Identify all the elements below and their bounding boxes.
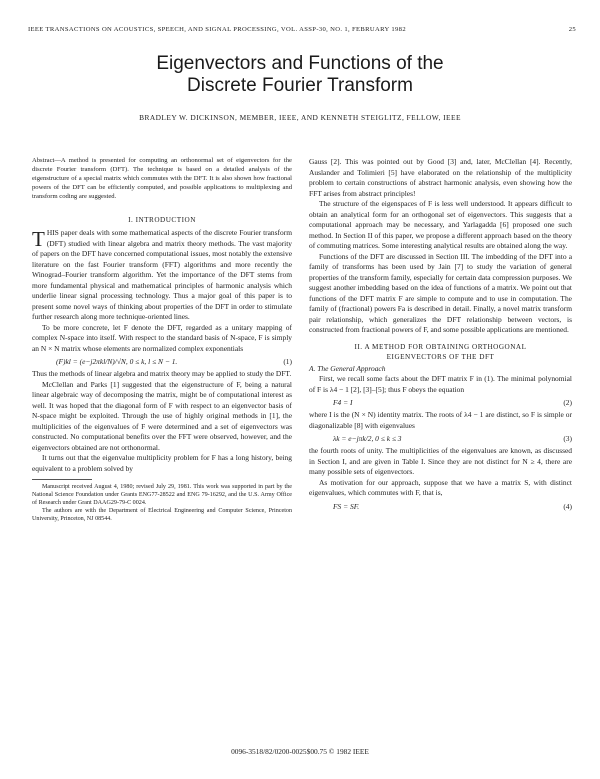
- intro-paragraph-5: It turns out that the eigenvalue multiplicity problem for F has a long history, being equivalent to a problem solved by: [32, 453, 292, 473]
- right-paragraph-7: As motivation for our approach, suppose that we have a matrix S, with distinct eigenvalues, which commutes with F, that is,: [309, 477, 572, 497]
- equation-3: [309, 431, 572, 446]
- equation-1-formula: (F)kl = (e−j2πkl/N)/√N, 0 ≤ k, l ≤ N − 1.: [56, 357, 178, 367]
- equation-1: [32, 354, 292, 369]
- subsection-a-heading: A. The General Approach: [309, 363, 386, 373]
- equation-1-number: (1): [283, 357, 292, 367]
- paper-title-line-2: Discrete Fourier Transform: [187, 75, 413, 96]
- right-paragraph-1: Gauss [2]. This was pointed out by Good [3] and, later, McClellan [4]. Recently, Auslander and Tolimieri [5] have elaborated on the relationship of the multiplicity problem to certain constructions of abstract harmonic analysis, even showing how the FFT arises from abstract principles!: [309, 157, 572, 198]
- equation-3-formula: λk = e−jπk/2, 0 ≤ k ≤ 3: [333, 434, 402, 443]
- intro-paragraph-1: THIS paper deals with some mathematical aspects of the discrete Fourier transform (DFT) studied with linear algebra and matrix theory methods. The vast majority of papers on the DFT have concerned computational issues, most notably the extensive literature on the fast Fourier transform (FFT) algorithms and more recently the Winograd–Fourier transform algorithm. Yet the importance of the DFT stems from more fundamental physical and mathematical principles of harmonic analysis which underlie linear signal processing technology. Thus a major goal of this paper is to present some novel ways of thinking about properties of the DFT in order to stimulate further research along more technique-oriented lines.: [32, 227, 292, 322]
- footnote-manuscript: Manuscript received August 4, 1980; revised July 29, 1981. This work was supported in part by the National Science Foundation under Grants ENG77-28522 and ENG 79-16292, and the U.S. Army Office of Research under Grant DAAG29-79-C 0024.: [32, 484, 292, 507]
- abstract: Abstract—A method is presented for computing an orthonormal set of eigenvectors for the discrete Fourier transform (DFT). The technique is based on a detailed analysis of the eigenstructure of a special matrix which commutes with the DFT. It is also shown how fractional powers of the DFT can be efficiently computed, and possible applications to multiplexing and transform coding are suggested.: [32, 157, 292, 200]
- intro-paragraph-2: To be more concrete, let F denote the DFT, regarded as a unitary mapping of complex N-space into itself. With respect to the standard basis of N-space, F is simply an N × N matrix whose elements are normalized complex exponentials: [32, 322, 292, 353]
- section-1-heading: I. INTRODUCTION: [128, 215, 196, 224]
- right-paragraph-3: Functions of the DFT are discussed in Section III. The imbedding of the DFT into a family of transforms has been used by Jain [7] to study the variation of general properties of the transform family, especially for certain data compression purposes. We suggest another imbedding based on the idea of functions of a matrix. We point out that functions of the DFT matrix F are simple to compute and to use in computation. The family of (fractional) powers Fa is described in detail. Finally, a novel matrix transform pair relationship, which generalizes the DFT relationship between vectors, is constructed from fractional powers of F, and some possible applications are mentioned.: [309, 251, 572, 334]
- section-2-heading-line-1: II. A METHOD FOR OBTAINING ORTHOGONAL: [354, 342, 527, 351]
- equation-2-formula: F4 = I: [333, 398, 353, 407]
- right-paragraph-5: where I is the (N × N) identity matrix. The roots of λ4 − 1 are distinct, so F is simple or diagonalizable [8] with eigenvalues: [309, 410, 572, 430]
- left-column: [32, 157, 292, 523]
- intro-paragraph-4: McClellan and Parks [1] suggested that the eigenstructure of F, being a natural linear algebraic way of decomposing the matrix, might be of computational interest as well. It was hoped that the diagonal form of F with respect to an eigenvector basis of N-space might be exploited. Through the use of highly original methods in [1], the multiplicities of the eigenvalues of F were determined and a set of eigenvectors was constructed. No computational benefits over the FFT were observed, however, and the eigenvectors obtained are not orthonormal.: [32, 379, 292, 452]
- author-line: BRADLEY W. DICKINSON, MEMBER, IEEE, AND KENNETH STEIGLITZ, FELLOW, IEEE: [139, 113, 461, 122]
- journal-line: IEEE TRANSACTIONS ON ACOUSTICS, SPEECH, AND SIGNAL PROCESSING, VOL. ASSP-30, NO. 1, FEBRUARY 1982: [28, 26, 406, 33]
- right-column: [309, 157, 572, 514]
- equation-4-number: (4): [563, 501, 572, 511]
- equation-4-formula: FS = SF.: [333, 501, 360, 511]
- equation-2-number: (2): [563, 398, 572, 407]
- right-paragraph-4: First, we recall some facts about the DFT matrix F in (1). The minimal polynomial of F is λ4 − 1 [2], [3]–[5]; thus F obeys the equation: [309, 374, 572, 394]
- footnote-affiliation: The authors are with the Department of Electrical Engineering and Computer Science, Princeton University, Princeton, NJ 08544.: [32, 508, 292, 523]
- right-paragraph-2: The structure of the eigenspaces of F is less well understood. It appears difficult to obtain an analytical form for an orthogonal set of eigenvectors. This suggests that a computational approach may be necessary, and Yarlagadda [6] proposed one such method. In Section II of this paper, we propose a different approach based on the theory of commuting matrices. Some interesting analytical results are obtained along the way.: [309, 199, 572, 250]
- running-head: [28, 26, 576, 33]
- right-paragraph-6: the fourth roots of unity. The multiplicities of the eigenvalues are known, as discussed in Section I, and are given in Table I. Since they are not distinct for N ≥ 4, there are many possible sets of eigenvectors.: [309, 446, 572, 476]
- intro-paragraph-3: Thus the methods of linear algebra and matrix theory may be applied to study the DFT.: [32, 369, 292, 379]
- equation-2: [309, 395, 572, 410]
- equation-4: [309, 499, 572, 514]
- paper-title-line-1: Eigenvectors and Functions of the: [156, 53, 444, 74]
- page-number: 25: [568, 26, 576, 33]
- footnote-rule: [32, 479, 92, 480]
- drop-cap: T: [32, 227, 45, 252]
- section-2-heading-line-2: EIGENVECTORS OF THE DFT: [386, 353, 495, 361]
- equation-3-number: (3): [563, 434, 572, 443]
- copyright-line: 0096-3518/82/0200-0025$00.75 © 1982 IEEE: [231, 747, 369, 756]
